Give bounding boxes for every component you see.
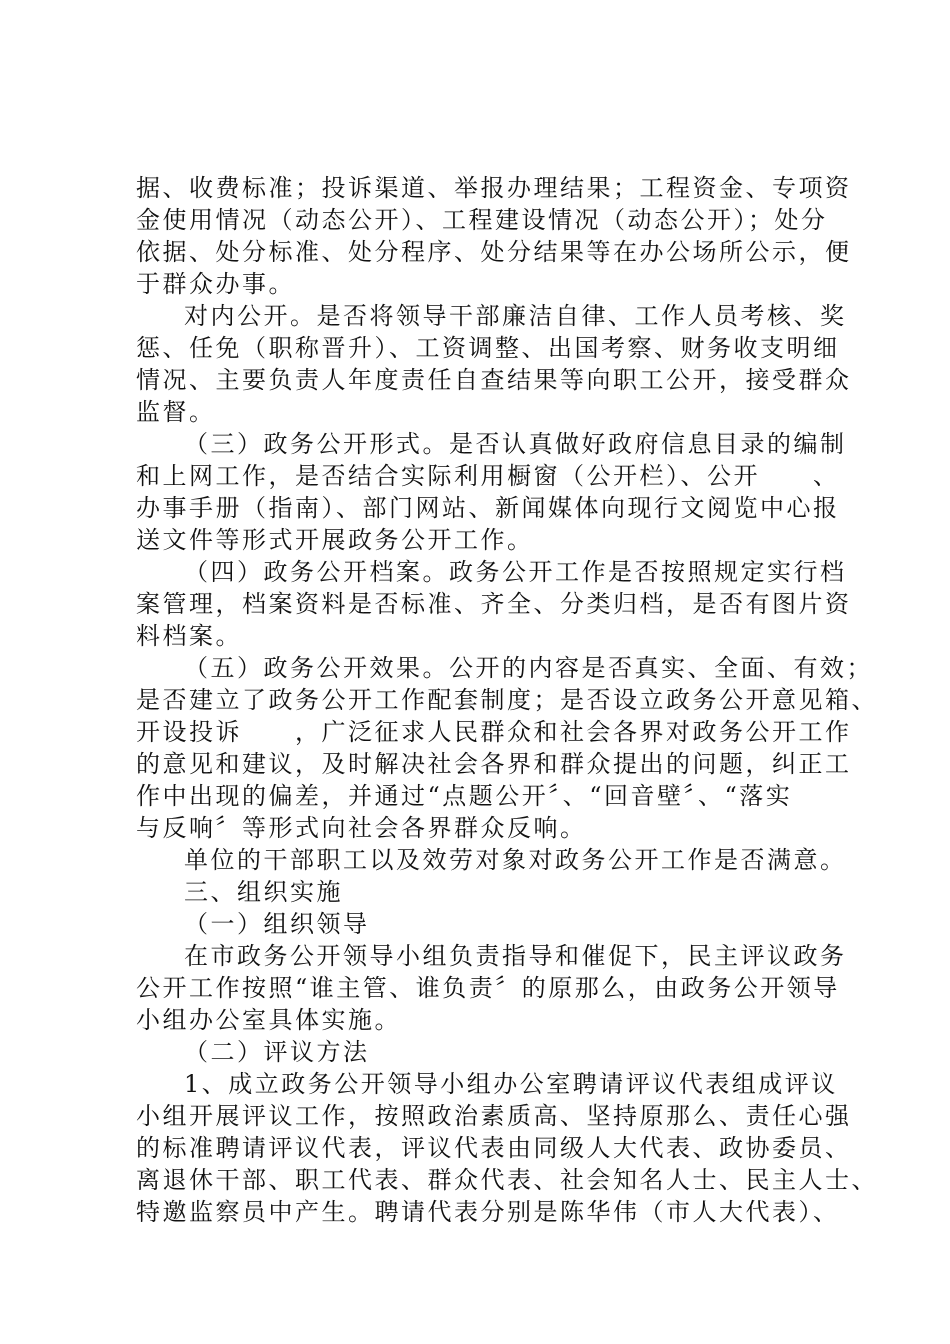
subsection-heading: （二）评议方法 <box>184 1038 370 1066</box>
text-line: 情况、主要负责人年度责任自查结果等向职工公开，接受群众 <box>136 366 852 394</box>
text-line: 对内公开。是否将领导干部廉洁自律、工作人员考核、奖 <box>184 302 847 330</box>
text-line: 开设投诉 ，广泛征求人民群众和社会各界对政务公开工作 <box>136 718 852 746</box>
text-line: 单位的干部职工以及效劳对象对政务公开工作是否满意。 <box>184 846 847 874</box>
text-line: 依据、处分标准、处分程序、处分结果等在办公场所公示，便 <box>136 238 852 266</box>
text-line: 金使用情况（动态公开）、工程建设情况（动态公开）；处分 <box>136 206 828 234</box>
section-heading: 三、组织实施 <box>184 878 343 906</box>
subsection-heading: （一）组织领导 <box>184 910 370 938</box>
text-line: 于群众办事。 <box>136 270 295 298</box>
text-line: 据、收费标准；投诉渠道、举报办理结果；工程资金、专项资 <box>136 174 852 202</box>
text-line: 1、成立政务公开领导小组办公室聘请评议代表组成评议 <box>184 1070 838 1098</box>
text-line: 惩、任免（职称晋升）、工资调整、出国考察、财务收支明细 <box>136 334 840 362</box>
text-line: 作中出现的偏差，并通过“点题公开〞、“回音壁〞、“落实 <box>136 782 793 810</box>
text-line: 与反响〞等形式向社会各界群众反响。 <box>136 814 587 842</box>
text-line: （四）政务公开档案。政务公开工作是否按照规定实行档 <box>184 558 847 586</box>
text-line: 公开工作按照“谁主管、谁负责〞的原那么，由政务公开领导 <box>136 974 840 1002</box>
text-line: 是否建立了政务公开工作配套制度；是否设立政务公开意见箱、 <box>136 686 878 714</box>
text-line: 的标准聘请评议代表，评议代表由同级人大代表、政协委员、 <box>136 1134 852 1162</box>
text-line: 离退休干部、职工代表、群众代表、社会知名人士、民主人士、 <box>136 1166 878 1194</box>
text-line: 小组开展评议工作，按照政治素质高、坚持原那么、责任心强 <box>136 1102 852 1130</box>
text-line: 料档案。 <box>136 622 242 650</box>
text-line: 小组办公室具体实施。 <box>136 1006 401 1034</box>
text-line: 送文件等形式开展政务公开工作。 <box>136 526 534 554</box>
text-line: 监督。 <box>136 398 216 426</box>
text-line: 特邀监察员中产生。聘请代表分别是陈华伟（市人大代表）、 <box>136 1198 840 1226</box>
text-line: （三）政务公开形式。是否认真做好政府信息目录的编制 <box>184 430 847 458</box>
text-line: 的意见和建议，及时解决社会各界和群众提出的问题，纠正工 <box>136 750 852 778</box>
text-line: 办事手册（指南）、部门网站、新闻媒体向现行文阅览中心报 <box>136 494 840 522</box>
text-line: 和上网工作，是否结合实际利用橱窗（公开栏）、公开 、 <box>136 462 840 490</box>
text-line: 在市政务公开领导小组负责指导和催促下，民主评议政务 <box>184 942 847 970</box>
text-line: （五）政务公开效果。公开的内容是否真实、全面、有效； <box>184 654 873 682</box>
text-line: 案管理，档案资料是否标准、齐全、分类归档，是否有图片资 <box>136 590 852 618</box>
